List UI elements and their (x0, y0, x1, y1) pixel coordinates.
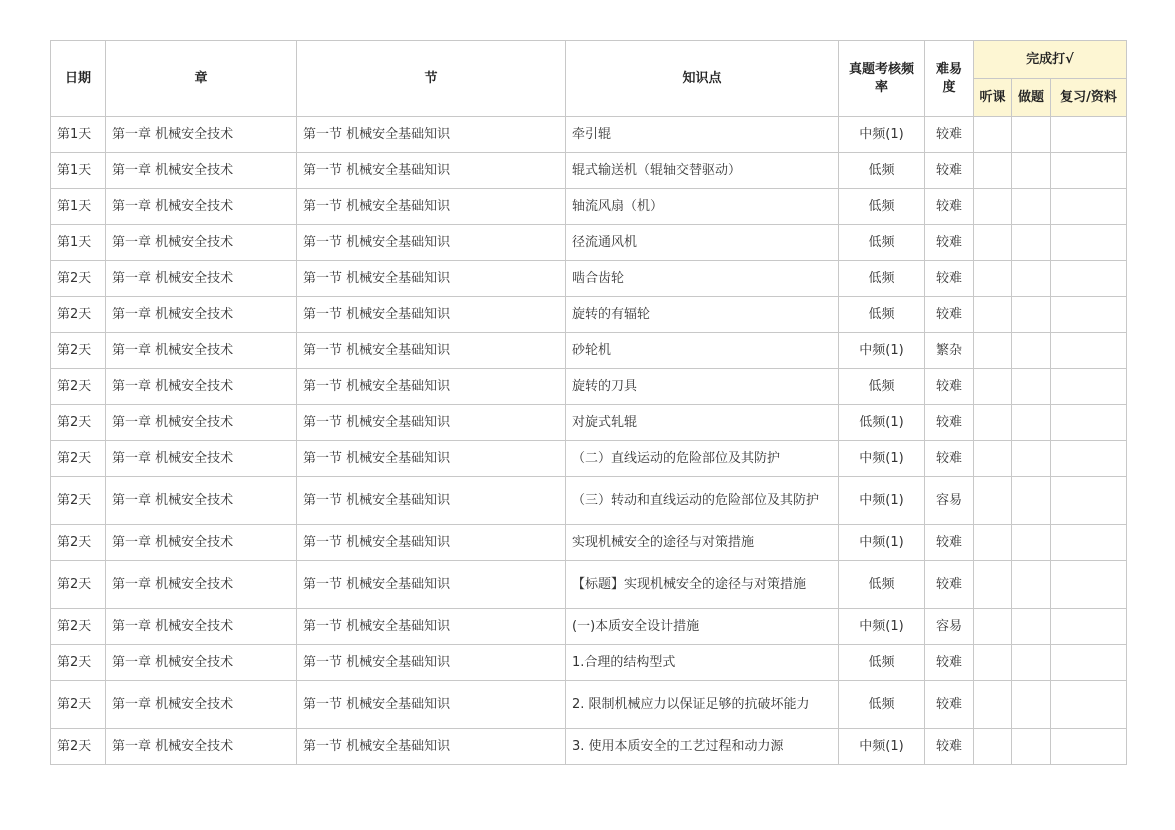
listen-checkbox-cell[interactable] (974, 333, 1012, 369)
day-cell: 第2天 (51, 477, 106, 525)
chapter-cell: 第一章 机械安全技术 (106, 477, 297, 525)
difficulty-cell: 较难 (925, 225, 974, 261)
review-checkbox-cell[interactable] (1051, 297, 1127, 333)
difficulty-cell: 较难 (925, 297, 974, 333)
chapter-cell: 第一章 机械安全技术 (106, 561, 297, 609)
header-knowledge-point: 知识点 (566, 41, 839, 117)
review-checkbox-cell[interactable] (1051, 561, 1127, 609)
review-checkbox-cell[interactable] (1051, 333, 1127, 369)
listen-checkbox-cell[interactable] (974, 609, 1012, 645)
frequency-cell: 低频(1) (839, 405, 925, 441)
table-row (51, 261, 1127, 297)
day-cell: 第2天 (51, 681, 106, 729)
frequency-cell: 低频 (839, 225, 925, 261)
frequency-cell: 中频(1) (839, 609, 925, 645)
practice-checkbox-cell[interactable] (1012, 525, 1051, 561)
difficulty-cell: 容易 (925, 609, 974, 645)
listen-checkbox-cell[interactable] (974, 117, 1012, 153)
listen-checkbox-cell[interactable] (974, 369, 1012, 405)
knowledge-point-cell: 牵引辊 (566, 117, 839, 153)
header-date: 日期 (51, 41, 106, 117)
header-review: 复习/资料 (1051, 79, 1127, 117)
header-difficulty: 难易度 (925, 41, 974, 117)
section-cell: 第一节 机械安全基础知识 (297, 297, 566, 333)
section-cell: 第一节 机械安全基础知识 (297, 261, 566, 297)
knowledge-point-cell: 旋转的有辐轮 (566, 297, 839, 333)
section-cell: 第一节 机械安全基础知识 (297, 477, 566, 525)
day-cell: 第2天 (51, 525, 106, 561)
listen-checkbox-cell[interactable] (974, 645, 1012, 681)
section-cell: 第一节 机械安全基础知识 (297, 525, 566, 561)
difficulty-cell: 较难 (925, 441, 974, 477)
listen-checkbox-cell[interactable] (974, 261, 1012, 297)
review-checkbox-cell[interactable] (1051, 189, 1127, 225)
listen-checkbox-cell[interactable] (974, 681, 1012, 729)
header-chapter: 章 (106, 41, 297, 117)
day-cell: 第2天 (51, 729, 106, 765)
frequency-cell: 低频 (839, 645, 925, 681)
review-checkbox-cell[interactable] (1051, 405, 1127, 441)
frequency-cell: 低频 (839, 561, 925, 609)
chapter-cell: 第一章 机械安全技术 (106, 441, 297, 477)
listen-checkbox-cell[interactable] (974, 525, 1012, 561)
chapter-cell: 第一章 机械安全技术 (106, 525, 297, 561)
section-cell: 第一节 机械安全基础知识 (297, 441, 566, 477)
review-checkbox-cell[interactable] (1051, 369, 1127, 405)
difficulty-cell: 较难 (925, 369, 974, 405)
listen-checkbox-cell[interactable] (974, 441, 1012, 477)
frequency-cell: 中频(1) (839, 525, 925, 561)
section-cell: 第一节 机械安全基础知识 (297, 645, 566, 681)
frequency-cell: 中频(1) (839, 477, 925, 525)
frequency-cell: 低频 (839, 261, 925, 297)
study-plan-table (50, 40, 1127, 765)
frequency-cell: 低频 (839, 369, 925, 405)
chapter-cell: 第一章 机械安全技术 (106, 681, 297, 729)
table-row (51, 729, 1127, 765)
section-cell: 第一节 机械安全基础知识 (297, 609, 566, 645)
practice-checkbox-cell[interactable] (1012, 369, 1051, 405)
chapter-cell: 第一章 机械安全技术 (106, 153, 297, 189)
difficulty-cell: 较难 (925, 405, 974, 441)
header-row (51, 41, 1127, 79)
chapter-cell: 第一章 机械安全技术 (106, 405, 297, 441)
difficulty-cell: 较难 (925, 261, 974, 297)
practice-checkbox-cell[interactable] (1012, 333, 1051, 369)
review-checkbox-cell[interactable] (1051, 609, 1127, 645)
section-cell: 第一节 机械安全基础知识 (297, 729, 566, 765)
knowledge-point-cell: 实现机械安全的途径与对策措施 (566, 525, 839, 561)
review-checkbox-cell[interactable] (1051, 441, 1127, 477)
day-cell: 第2天 (51, 261, 106, 297)
chapter-cell: 第一章 机械安全技术 (106, 645, 297, 681)
practice-checkbox-cell[interactable] (1012, 645, 1051, 681)
table-row (51, 297, 1127, 333)
chapter-cell: 第一章 机械安全技术 (106, 729, 297, 765)
practice-checkbox-cell[interactable] (1012, 189, 1051, 225)
difficulty-cell: 繁杂 (925, 333, 974, 369)
header-section: 节 (297, 41, 566, 117)
practice-checkbox-cell[interactable] (1012, 117, 1051, 153)
table-row (51, 561, 1127, 609)
day-cell: 第2天 (51, 441, 106, 477)
listen-checkbox-cell[interactable] (974, 405, 1012, 441)
practice-checkbox-cell[interactable] (1012, 477, 1051, 525)
frequency-cell: 低频 (839, 681, 925, 729)
day-cell: 第2天 (51, 369, 106, 405)
knowledge-point-cell: 辊式输送机（辊轴交替驱动） (566, 153, 839, 189)
day-cell: 第2天 (51, 645, 106, 681)
chapter-cell: 第一章 机械安全技术 (106, 189, 297, 225)
difficulty-cell: 较难 (925, 525, 974, 561)
section-cell: 第一节 机械安全基础知识 (297, 333, 566, 369)
practice-checkbox-cell[interactable] (1012, 681, 1051, 729)
table-row (51, 645, 1127, 681)
table-row (51, 189, 1127, 225)
table-row (51, 333, 1127, 369)
listen-checkbox-cell[interactable] (974, 477, 1012, 525)
day-cell: 第1天 (51, 117, 106, 153)
difficulty-cell: 容易 (925, 477, 974, 525)
knowledge-point-cell: (一)本质安全设计措施 (566, 609, 839, 645)
review-checkbox-cell[interactable] (1051, 153, 1127, 189)
knowledge-point-cell: 径流通风机 (566, 225, 839, 261)
knowledge-point-cell: 对旋式轧辊 (566, 405, 839, 441)
section-cell: 第一节 机械安全基础知识 (297, 681, 566, 729)
knowledge-point-cell: 【标题】实现机械安全的途径与对策措施 (566, 561, 839, 609)
difficulty-cell: 较难 (925, 645, 974, 681)
review-checkbox-cell[interactable] (1051, 525, 1127, 561)
day-cell: 第2天 (51, 297, 106, 333)
difficulty-cell: 较难 (925, 681, 974, 729)
chapter-cell: 第一章 机械安全技术 (106, 333, 297, 369)
section-cell: 第一节 机械安全基础知识 (297, 153, 566, 189)
section-cell: 第一节 机械安全基础知识 (297, 405, 566, 441)
chapter-cell: 第一章 机械安全技术 (106, 369, 297, 405)
frequency-cell: 中频(1) (839, 333, 925, 369)
review-checkbox-cell[interactable] (1051, 117, 1127, 153)
section-cell: 第一节 机械安全基础知识 (297, 117, 566, 153)
header-practice: 做题 (1012, 79, 1051, 117)
chapter-cell: 第一章 机械安全技术 (106, 261, 297, 297)
knowledge-point-cell: （二）直线运动的危险部位及其防护 (566, 441, 839, 477)
header-listen: 听课 (974, 79, 1012, 117)
table-row (51, 225, 1127, 261)
practice-checkbox-cell[interactable] (1012, 729, 1051, 765)
table-row (51, 609, 1127, 645)
section-cell: 第一节 机械安全基础知识 (297, 189, 566, 225)
table-row (51, 405, 1127, 441)
practice-checkbox-cell[interactable] (1012, 225, 1051, 261)
day-cell: 第2天 (51, 333, 106, 369)
chapter-cell: 第一章 机械安全技术 (106, 297, 297, 333)
knowledge-point-cell: （三）转动和直线运动的危险部位及其防护 (566, 477, 839, 525)
knowledge-point-cell: 1.合理的结构型式 (566, 645, 839, 681)
frequency-cell: 低频 (839, 153, 925, 189)
chapter-cell: 第一章 机械安全技术 (106, 225, 297, 261)
table-row (51, 153, 1127, 189)
listen-checkbox-cell[interactable] (974, 561, 1012, 609)
practice-checkbox-cell[interactable] (1012, 441, 1051, 477)
table-row (51, 477, 1127, 525)
knowledge-point-cell: 啮合齿轮 (566, 261, 839, 297)
review-checkbox-cell[interactable] (1051, 261, 1127, 297)
listen-checkbox-cell[interactable] (974, 225, 1012, 261)
difficulty-cell: 较难 (925, 729, 974, 765)
day-cell: 第2天 (51, 561, 106, 609)
frequency-cell: 低频 (839, 189, 925, 225)
practice-checkbox-cell[interactable] (1012, 153, 1051, 189)
section-cell: 第一节 机械安全基础知识 (297, 561, 566, 609)
knowledge-point-cell: 旋转的刀具 (566, 369, 839, 405)
knowledge-point-cell: 3. 使用本质安全的工艺过程和动力源 (566, 729, 839, 765)
chapter-cell: 第一章 机械安全技术 (106, 117, 297, 153)
practice-checkbox-cell[interactable] (1012, 609, 1051, 645)
day-cell: 第1天 (51, 153, 106, 189)
day-cell: 第1天 (51, 225, 106, 261)
frequency-cell: 中频(1) (839, 117, 925, 153)
table-row (51, 117, 1127, 153)
day-cell: 第2天 (51, 405, 106, 441)
table-row (51, 525, 1127, 561)
listen-checkbox-cell[interactable] (974, 189, 1012, 225)
header-completion: 完成打√ (974, 41, 1127, 79)
practice-checkbox-cell[interactable] (1012, 261, 1051, 297)
listen-checkbox-cell[interactable] (974, 153, 1012, 189)
listen-checkbox-cell[interactable] (974, 729, 1012, 765)
review-checkbox-cell[interactable] (1051, 645, 1127, 681)
difficulty-cell: 较难 (925, 561, 974, 609)
practice-checkbox-cell[interactable] (1012, 405, 1051, 441)
day-cell: 第2天 (51, 609, 106, 645)
review-checkbox-cell[interactable] (1051, 477, 1127, 525)
day-cell: 第1天 (51, 189, 106, 225)
difficulty-cell: 较难 (925, 117, 974, 153)
review-checkbox-cell[interactable] (1051, 681, 1127, 729)
table-row (51, 441, 1127, 477)
section-cell: 第一节 机械安全基础知识 (297, 225, 566, 261)
review-checkbox-cell[interactable] (1051, 729, 1127, 765)
chapter-cell: 第一章 机械安全技术 (106, 609, 297, 645)
table-row (51, 369, 1127, 405)
knowledge-point-cell: 2. 限制机械应力以保证足够的抗破坏能力 (566, 681, 839, 729)
table-row (51, 681, 1127, 729)
review-checkbox-cell[interactable] (1051, 225, 1127, 261)
difficulty-cell: 较难 (925, 153, 974, 189)
header-frequency: 真题考核频率 (839, 41, 925, 117)
knowledge-point-cell: 砂轮机 (566, 333, 839, 369)
knowledge-point-cell: 轴流风扇（机） (566, 189, 839, 225)
frequency-cell: 中频(1) (839, 441, 925, 477)
frequency-cell: 低频 (839, 297, 925, 333)
practice-checkbox-cell[interactable] (1012, 297, 1051, 333)
difficulty-cell: 较难 (925, 189, 974, 225)
practice-checkbox-cell[interactable] (1012, 561, 1051, 609)
frequency-cell: 中频(1) (839, 729, 925, 765)
section-cell: 第一节 机械安全基础知识 (297, 369, 566, 405)
listen-checkbox-cell[interactable] (974, 297, 1012, 333)
